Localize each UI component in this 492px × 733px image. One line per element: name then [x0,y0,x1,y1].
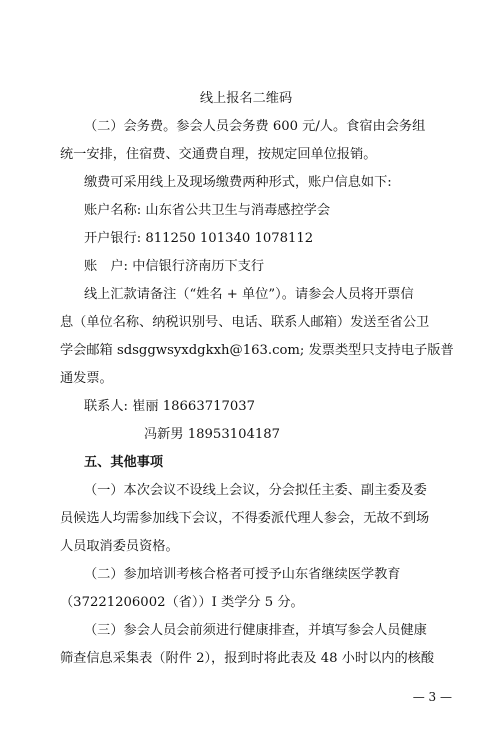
other-item2-line2: （37221206002（省））I 类学分 5 分。 [60,595,304,610]
account-name: 账户名称: 山东省公共卫生与消毒感控学会 [84,203,331,218]
remittance-note-line1: 线上汇款请备注（“姓名 + 单位”）。请参会人员将开票信 [84,287,414,302]
other-item1-line2: 员候选人均需参加线下会议，不得委派代理人参会，无故不到场 [60,511,430,526]
remittance-note-line3: 学会邮箱 sdsggwsyxdgkxh@163.com; 发票类型只支持电子版普 [60,343,454,358]
qr-caption: 线上报名二维码 [199,91,293,106]
section-heading-other: 五、其他事项 [84,455,164,470]
payment-methods: 缴费可采用线上及现场缴费两种形式，账户信息如下: [84,175,392,190]
meeting-fee-paragraph-line2: 统一安排，住宿费、交通费自理，按规定回单位报销。 [60,147,377,162]
remittance-note-line4: 通发票。 [60,371,113,386]
other-item1-line1: （一）本次会议不设线上会议，分会拟任主委、副主委及委 [84,483,427,498]
other-item3-line2: 筛查信息采集表（附件 2），报到时将此表及 48 小时以内的核酸 [60,651,435,666]
contact-2: 冯新男 18953104187 [144,427,281,442]
remittance-note-line2: 息（单位名称、纳税识别号、电话、联系人邮箱）发送至省公卫 [60,315,430,330]
meeting-fee-paragraph-line1: （二）会务费。参会人员会务费 600 元/人。食宿由会务组 [84,119,426,134]
other-item1-line3: 人员取消委员资格。 [60,539,179,554]
bank-account: 开户银行: 811250 101340 1078112 [84,231,314,246]
other-item2-line1: （二）参加培训考核合格者可授予山东省继续医学教育 [84,567,401,582]
page-number: — 3 — [412,690,452,704]
other-item3-line1: （三）参会人员会前须进行健康排查，并填写参会人员健康 [84,623,427,638]
contact-1: 联系人: 崔丽 18663717037 [84,399,256,414]
bank-branch: 账 户: 中信银行济南历下支行 [84,259,265,274]
